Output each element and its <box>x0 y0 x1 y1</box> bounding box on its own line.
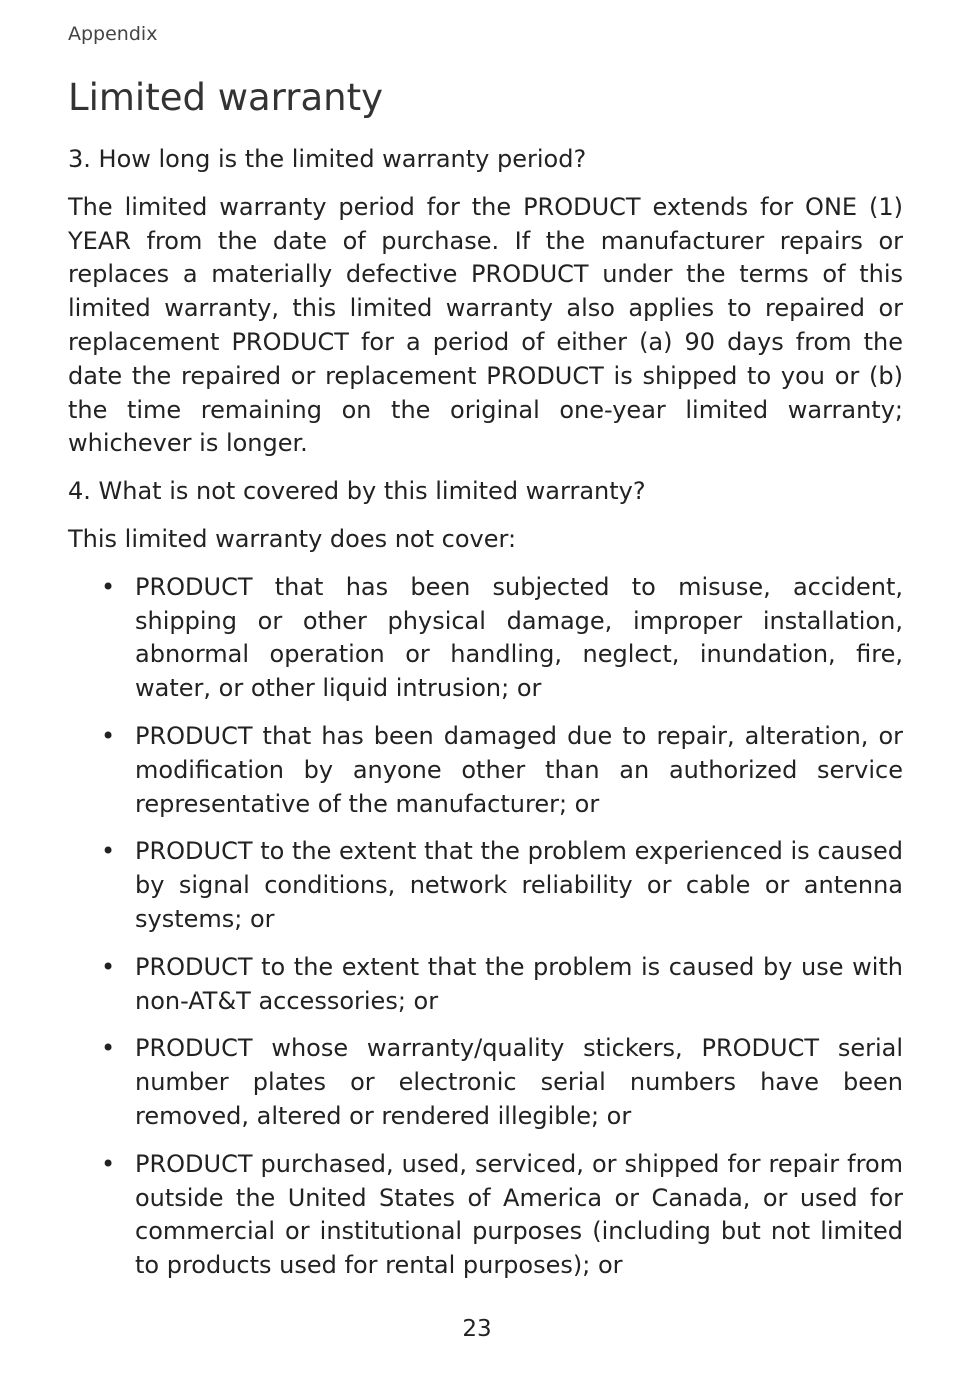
question-4: 4. What is not covered by this limited warranty? <box>68 477 646 506</box>
bullet-icon: • <box>101 837 116 866</box>
page-content <box>68 143 903 1297</box>
page-title: Limited warranty <box>68 76 383 119</box>
list-item-text: PRODUCT that has been subjected to misuse, accident, shipping or other physical damage, improper installation, abnormal operation or handling, neglect, inundation, fire, water, or other liquid intrusion; or <box>135 572 903 703</box>
list-item-text: PRODUCT that has been damaged due to repair, alteration, or modification by anyone other than an authorized service representative of the manufacturer; or <box>135 721 903 818</box>
list-item-text: PRODUCT to the extent that the problem experienced is caused by signal conditions, network reliability or cable or antenna systems; or <box>135 837 903 933</box>
bullet-icon: • <box>101 572 116 601</box>
list-item <box>68 571 903 706</box>
answer-4-intro: This limited warranty does not cover: <box>68 524 517 553</box>
list-item <box>68 720 903 821</box>
bullet-icon: • <box>101 952 116 981</box>
question-3: 3. How long is the limited warranty period? <box>68 145 587 173</box>
answer-3: The limited warranty period for the PRODUCT extends for ONE (1) YEAR from the date of purchase. If the manufacturer repairs or replaces a materially defective PRODUCT under the terms of this limited warranty, this limited warranty also applies to repaired or replacement PRODUCT for a period of either (a) 90 days from the date the repaired or replacement PRODUCT is shipped to you or (b) the time remaining on the original one-year limited warranty; whichever is longer. <box>68 192 903 458</box>
not-covered-list <box>68 571 903 1283</box>
list-item-text: PRODUCT purchased, used, serviced, or shipped for repair from outside the United States of America or Canada, or used for commercial or institutional purposes (including but not limited to products used for rental purposes); or <box>135 1149 903 1280</box>
list-item <box>68 1148 903 1283</box>
list-item <box>68 1032 903 1133</box>
list-item-text: PRODUCT whose warranty/quality stickers, PRODUCT serial number plates or electronic serial numbers have been removed, altered or rendered illegible; or <box>135 1034 903 1130</box>
list-item <box>68 835 903 936</box>
list-item-text: PRODUCT to the extent that the problem is caused by use with non-AT&T accessories; or <box>135 952 903 1015</box>
page-number: 23 <box>462 1316 492 1342</box>
bullet-icon: • <box>101 1149 116 1178</box>
bullet-icon: • <box>101 1034 116 1063</box>
section-label: Appendix <box>68 23 158 45</box>
list-item <box>68 951 903 1019</box>
bullet-icon: • <box>101 721 116 750</box>
